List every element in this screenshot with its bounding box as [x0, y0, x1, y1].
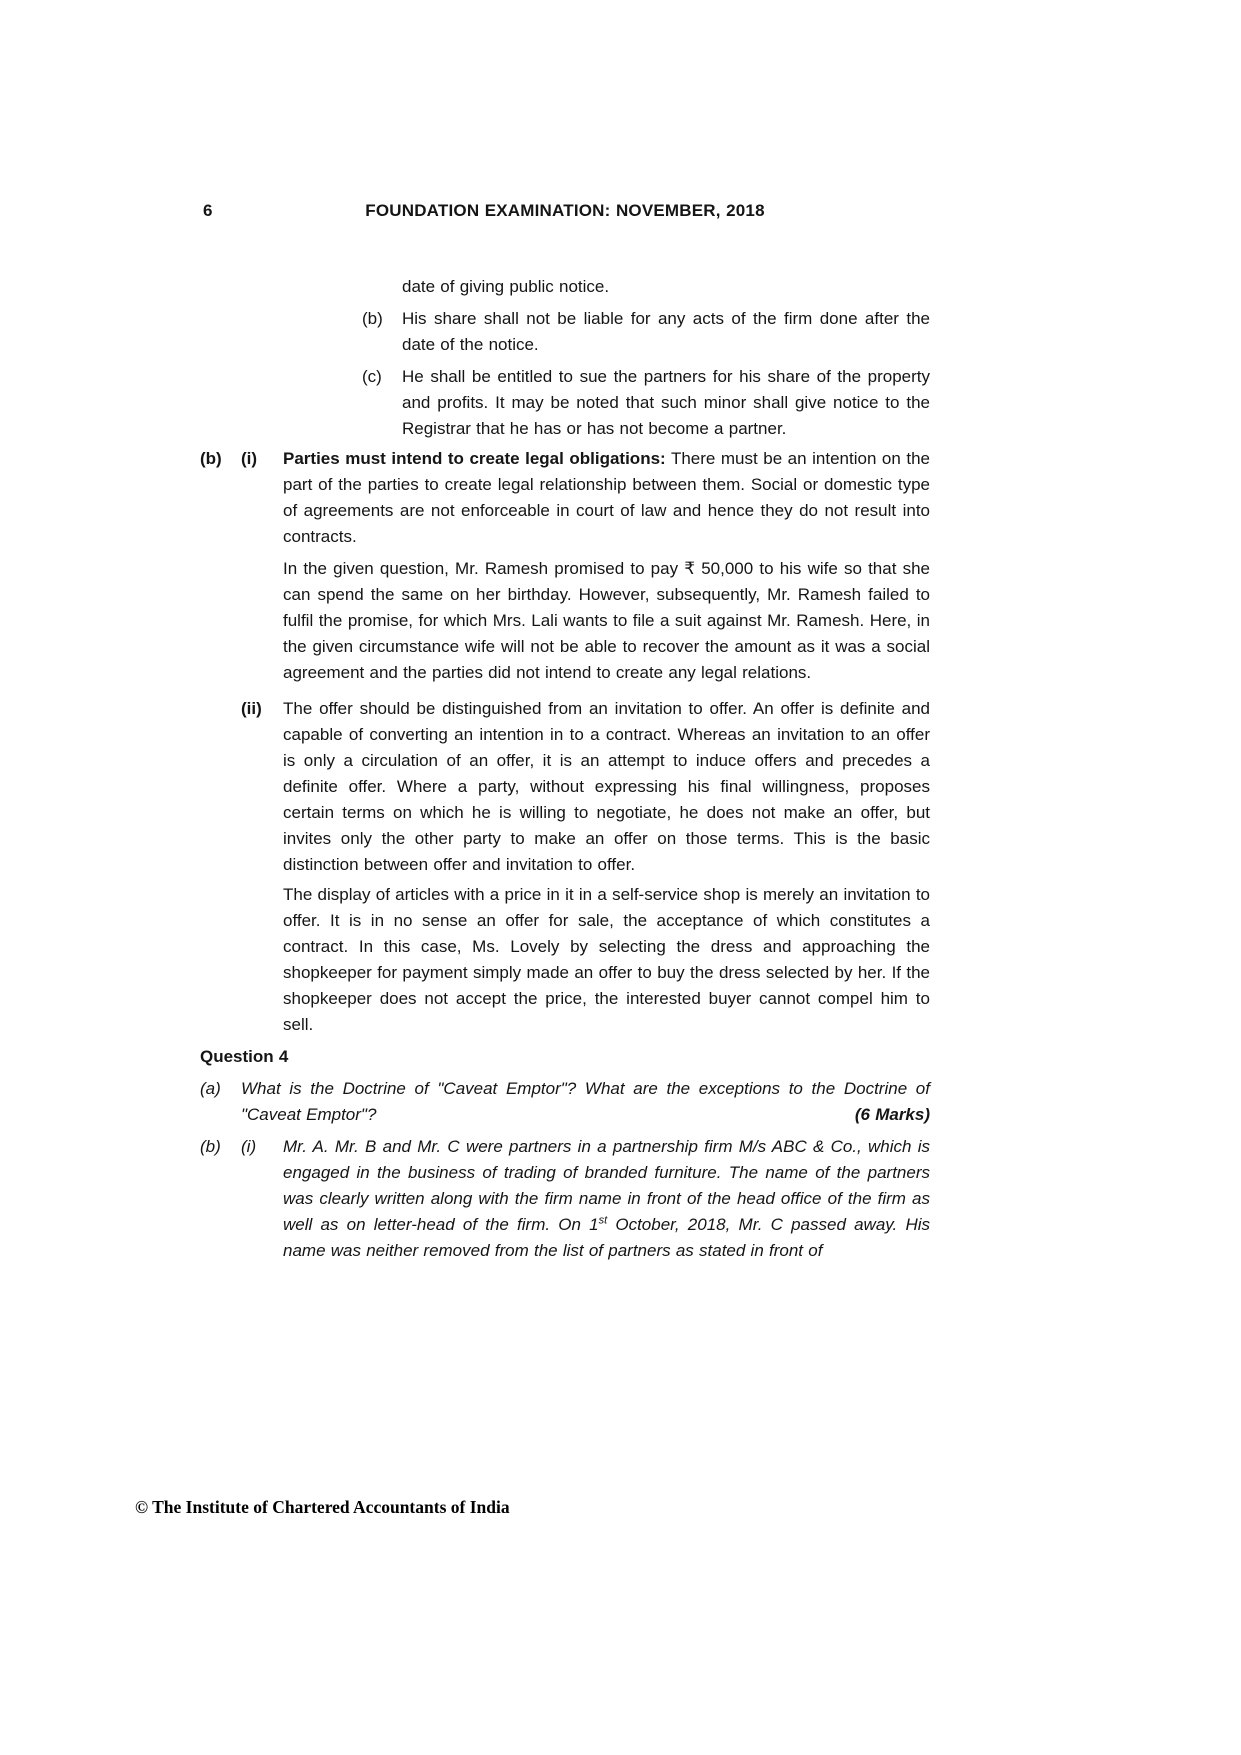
item-label-b: (b) [362, 309, 383, 328]
list-item-c [200, 364, 930, 442]
page-content [200, 198, 930, 1264]
lead-bold-phrase: Parties must intend to create legal obligations: [283, 449, 666, 468]
part-b-label: (b) [200, 1137, 221, 1156]
page-header [200, 198, 930, 224]
question-b-text-paragraph [283, 1134, 930, 1264]
part-b-label: (b) [200, 449, 222, 468]
part-b-sub-i-label: (i) [241, 1137, 257, 1156]
answer-b-ii-paragraph-1: The offer should be distinguished from an invitation to offer. An offer is definite and capable of converting an intention in to a contract. Whereas an invitation to an offer is only a circulation of an offer, it is an attempt to induce offers and precedes a definite offer. Where a party, without expressing his final willingness, proposes certain terms on which he is willing to negotiate, he does not make an offer, but invites only the other party to make an offer on those terms. This is the basic distinction between offer and invitation to offer. [283, 699, 930, 874]
exam-title: FOUNDATION EXAMINATION: NOVEMBER, 2018 [365, 201, 765, 220]
answer-part-b-ii [200, 696, 930, 878]
part-a-label: (a) [200, 1079, 221, 1098]
ordinal-superscript: st [598, 1214, 608, 1227]
item-text: He shall be entitled to sue the partners for his share of the property and profits. It may be noted that such minor shall give notice to the Registrar that he has or has not become a partner. [402, 367, 930, 438]
answer-part-b-i [200, 446, 930, 550]
item-label-c: (c) [362, 367, 382, 386]
question-4-heading: Question 4 [200, 1047, 289, 1066]
item-text: His share shall not be liable for any acts of the firm done after the date of the notice. [402, 309, 930, 354]
answer-b-i-paragraph-2: In the given question, Mr. Ramesh promised to pay ₹ 50,000 to his wife so that she can spend the same on her birthday. However, subsequently, Mr. Ramesh failed to fulfil the promise, for which Mrs. Lali wants to file a suit against Mr. Ramesh. Here, in the given circumstance wife will not be able to recover the amount as it was a social agreement and the parties did not intend to create any legal relations. [283, 559, 930, 682]
lead-rest-text: There must be an intention on the part of the parties to create legal relationship between them. Social or domestic type of agreements are not enforceable in court of law and hence they do not result into contracts. [283, 449, 930, 546]
question-b-text-start: Mr. A. Mr. B and Mr. C were partners in a partnership firm M/s ABC & Co., which is engaged in the business of trading of branded furniture. The name of the partners was clearly written along with the firm name in front of the head office of the firm as well as on letter-head of the firm. On 1 [283, 1137, 930, 1234]
question-4-part-b-i [200, 1134, 930, 1264]
answer-b-i-lead-paragraph [283, 446, 930, 550]
question-4-part-a [200, 1076, 930, 1128]
page-number: 6 [203, 201, 213, 220]
list-item-b [200, 306, 930, 358]
marks-label: (6 Marks) [854, 1105, 930, 1124]
question-b-text-end: October, 2018, Mr. C passed away. His name was neither removed from the list of partners as stated in front of [283, 1215, 930, 1260]
copyright-footer [135, 1497, 510, 1518]
copyright-text: © The Institute of Chartered Accountants of India [135, 1497, 510, 1517]
sub-ii-label: (ii) [241, 699, 262, 718]
question-a-text: What is the Doctrine of "Caveat Emptor"? What are the exceptions to the Doctrine of "Caveat Emptor"? [241, 1079, 930, 1124]
continuation-line: date of giving public notice. [402, 277, 610, 296]
answer-b-ii-paragraph-2: The display of articles with a price in it in a self-service shop is merely an invitation to offer. It is in no sense an offer for sale, the acceptance of which constitutes a contract. In this case, Ms. Lovely by selecting the dress and approaching the shopkeeper for payment simply made an offer to buy the dress selected by her. If the shopkeeper does not accept the price, the interested buyer cannot compel him to sell. [283, 885, 930, 1034]
sub-i-label: (i) [241, 449, 258, 468]
question-a-text-paragraph [241, 1076, 930, 1128]
